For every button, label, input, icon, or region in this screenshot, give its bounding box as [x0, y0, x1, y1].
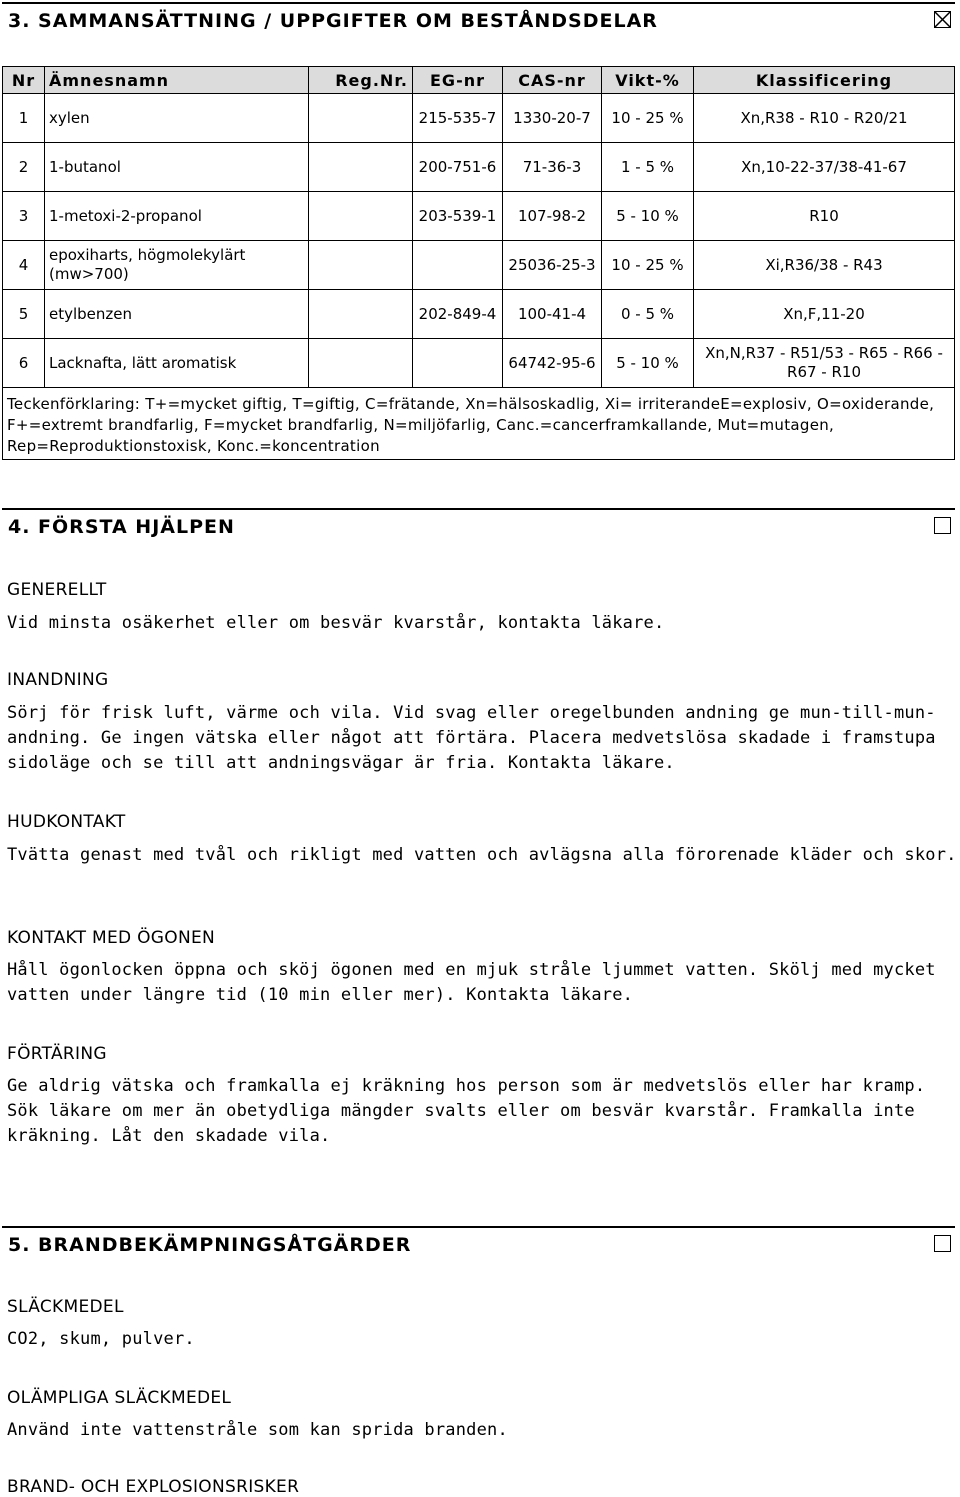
- section-5-header: [2, 1226, 955, 1260]
- cell-cas: 107-98-2: [503, 192, 602, 241]
- cell-eg: 202-849-4: [413, 290, 503, 339]
- legend-row: [3, 388, 955, 460]
- cell-reg: [309, 241, 413, 290]
- col-header: EG-nr: [413, 67, 503, 94]
- section-3-header: [2, 2, 955, 36]
- text-kontakt-med-ogonen: Håll ögonlocken öppna och sköj ögonen med en mjuk stråle ljummet vatten. Skölj med mycket vatten under längre tid (10 min eller mer). Kontakta läkare.: [7, 960, 936, 1005]
- section-5-title: 5. BRANDBEKÄMPNINGSÅTGÄRDER: [8, 1234, 412, 1256]
- text-olampliga-slackmedel: Använd inte vattenstråle som kan sprida branden.: [7, 1420, 508, 1440]
- cell-reg: [309, 339, 413, 388]
- subheading-kontakt-med-ogonen: KONTAKT MED ÖGONEN: [7, 928, 216, 948]
- section-4-title: 4. FÖRSTA HJÄLPEN: [8, 516, 235, 538]
- section-3-title: 3. SAMMANSÄTTNING / UPPGIFTER OM BESTÅNDSDELAR: [8, 10, 658, 32]
- subheading-hudkontakt: HUDKONTAKT: [7, 812, 126, 832]
- cell-reg: [309, 192, 413, 241]
- text-hudkontakt: Tvätta genast med tvål och rikligt med vatten och avlägsna alla förorenade kläder och skor.: [7, 845, 957, 865]
- cell-cas: 1330-20-7: [503, 94, 602, 143]
- cell-nr: 4: [3, 241, 45, 290]
- cell-vikt: 5 - 10 %: [602, 339, 694, 388]
- col-header: Nr: [3, 67, 45, 94]
- checked-checkbox-icon[interactable]: [934, 11, 951, 28]
- col-header: CAS-nr: [503, 67, 602, 94]
- cell-nr: 6: [3, 339, 45, 388]
- table-row: [3, 192, 955, 241]
- subheading-inandning: INANDNING: [7, 670, 109, 690]
- legend-text: Teckenförklaring: T+=mycket giftig, T=giftig, C=frätande, Xn=hälsoskadlig, Xi= irriterandeE=explosiv, O=oxiderande, F+=extremt brandfarlig, F=mycket brandfarlig, N=miljöfarlig, Canc.=cancerframkallande, Mut=mutagen, Rep=Reproduktionstoxisk, Konc.=koncentration: [3, 388, 955, 460]
- cell-cas: 64742-95-6: [503, 339, 602, 388]
- subheading-fortaring: FÖRTÄRING: [7, 1044, 107, 1064]
- cell-nr: 5: [3, 290, 45, 339]
- section-4-header: [2, 508, 955, 542]
- cell-vikt: 1 - 5 %: [602, 143, 694, 192]
- cell-klass: R10: [694, 192, 955, 241]
- cell-klass: Xn,R38 - R10 - R20/21: [694, 94, 955, 143]
- cell-eg: 215-535-7: [413, 94, 503, 143]
- cell-eg: 200-751-6: [413, 143, 503, 192]
- cell-reg: [309, 290, 413, 339]
- cell-klass: Xn,N,R37 - R51/53 - R65 - R66 - R67 - R10: [694, 339, 955, 388]
- cell-vikt: 5 - 10 %: [602, 192, 694, 241]
- cell-nr: 3: [3, 192, 45, 241]
- text-inandning: Sörj för frisk luft, värme och vila. Vid svag eller oregelbunden andning ge mun-till-mun-andning. Ge ingen vätska eller något att förtära. Placera medvetslösa skadade i framstupa sidoläge och se till att andningsvägar är fria. Kontakta läkare.: [7, 703, 936, 773]
- table-row: [3, 339, 955, 388]
- cell-nr: 2: [3, 143, 45, 192]
- cell-klass: Xi,R36/38 - R43: [694, 241, 955, 290]
- checkbox-icon[interactable]: [934, 517, 951, 534]
- cell-name: etylbenzen: [45, 290, 309, 339]
- col-header: Reg.Nr.: [309, 67, 413, 94]
- cell-cas: 100-41-4: [503, 290, 602, 339]
- cell-klass: Xn,10-22-37/38-41-67: [694, 143, 955, 192]
- cell-name: 1-butanol: [45, 143, 309, 192]
- subheading-brand-och-explosionsrisker: BRAND- OCH EXPLOSIONSRISKER: [7, 1477, 300, 1497]
- cell-name: Lacknafta, lätt aromatisk: [45, 339, 309, 388]
- table-row: [3, 241, 955, 290]
- col-header: Klassificering: [694, 67, 955, 94]
- cell-vikt: 10 - 25 %: [602, 241, 694, 290]
- composition-table: [2, 66, 955, 460]
- text-slackmedel: CO2, skum, pulver.: [7, 1329, 195, 1349]
- cell-vikt: 0 - 5 %: [602, 290, 694, 339]
- table-row: [3, 94, 955, 143]
- cell-eg: 203-539-1: [413, 192, 503, 241]
- cell-nr: 1: [3, 94, 45, 143]
- text-generellt: Vid minsta osäkerhet eller om besvär kvarstår, kontakta läkare.: [7, 613, 665, 633]
- cell-klass: Xn,F,11-20: [694, 290, 955, 339]
- table-row: [3, 290, 955, 339]
- cell-cas: 25036-25-3: [503, 241, 602, 290]
- subheading-olampliga-slackmedel: OLÄMPLIGA SLÄCKMEDEL: [7, 1388, 232, 1408]
- cell-eg: [413, 339, 503, 388]
- subheading-generellt: GENERELLT: [7, 580, 107, 600]
- table-header-row: [3, 67, 955, 94]
- cell-eg: [413, 241, 503, 290]
- table-row: [3, 143, 955, 192]
- col-header: Ämnesnamn: [45, 67, 309, 94]
- cell-name: epoxiharts, högmolekylärt (mw>700): [45, 241, 309, 290]
- cell-name: xylen: [45, 94, 309, 143]
- text-fortaring: Ge aldrig vätska och framkalla ej kräkning hos person som är medvetslös eller har kramp. Sök läkare om mer än obetydliga mängder svalts eller om besvär kvarstår. Framkalla inte kräkning. Låt den skadade vila.: [7, 1076, 926, 1146]
- cell-reg: [309, 94, 413, 143]
- cell-reg: [309, 143, 413, 192]
- cell-vikt: 10 - 25 %: [602, 94, 694, 143]
- checkbox-icon[interactable]: [934, 1235, 951, 1252]
- col-header: Vikt-%: [602, 67, 694, 94]
- cell-name: 1-metoxi-2-propanol: [45, 192, 309, 241]
- subheading-slackmedel: SLÄCKMEDEL: [7, 1297, 124, 1317]
- cell-cas: 71-36-3: [503, 143, 602, 192]
